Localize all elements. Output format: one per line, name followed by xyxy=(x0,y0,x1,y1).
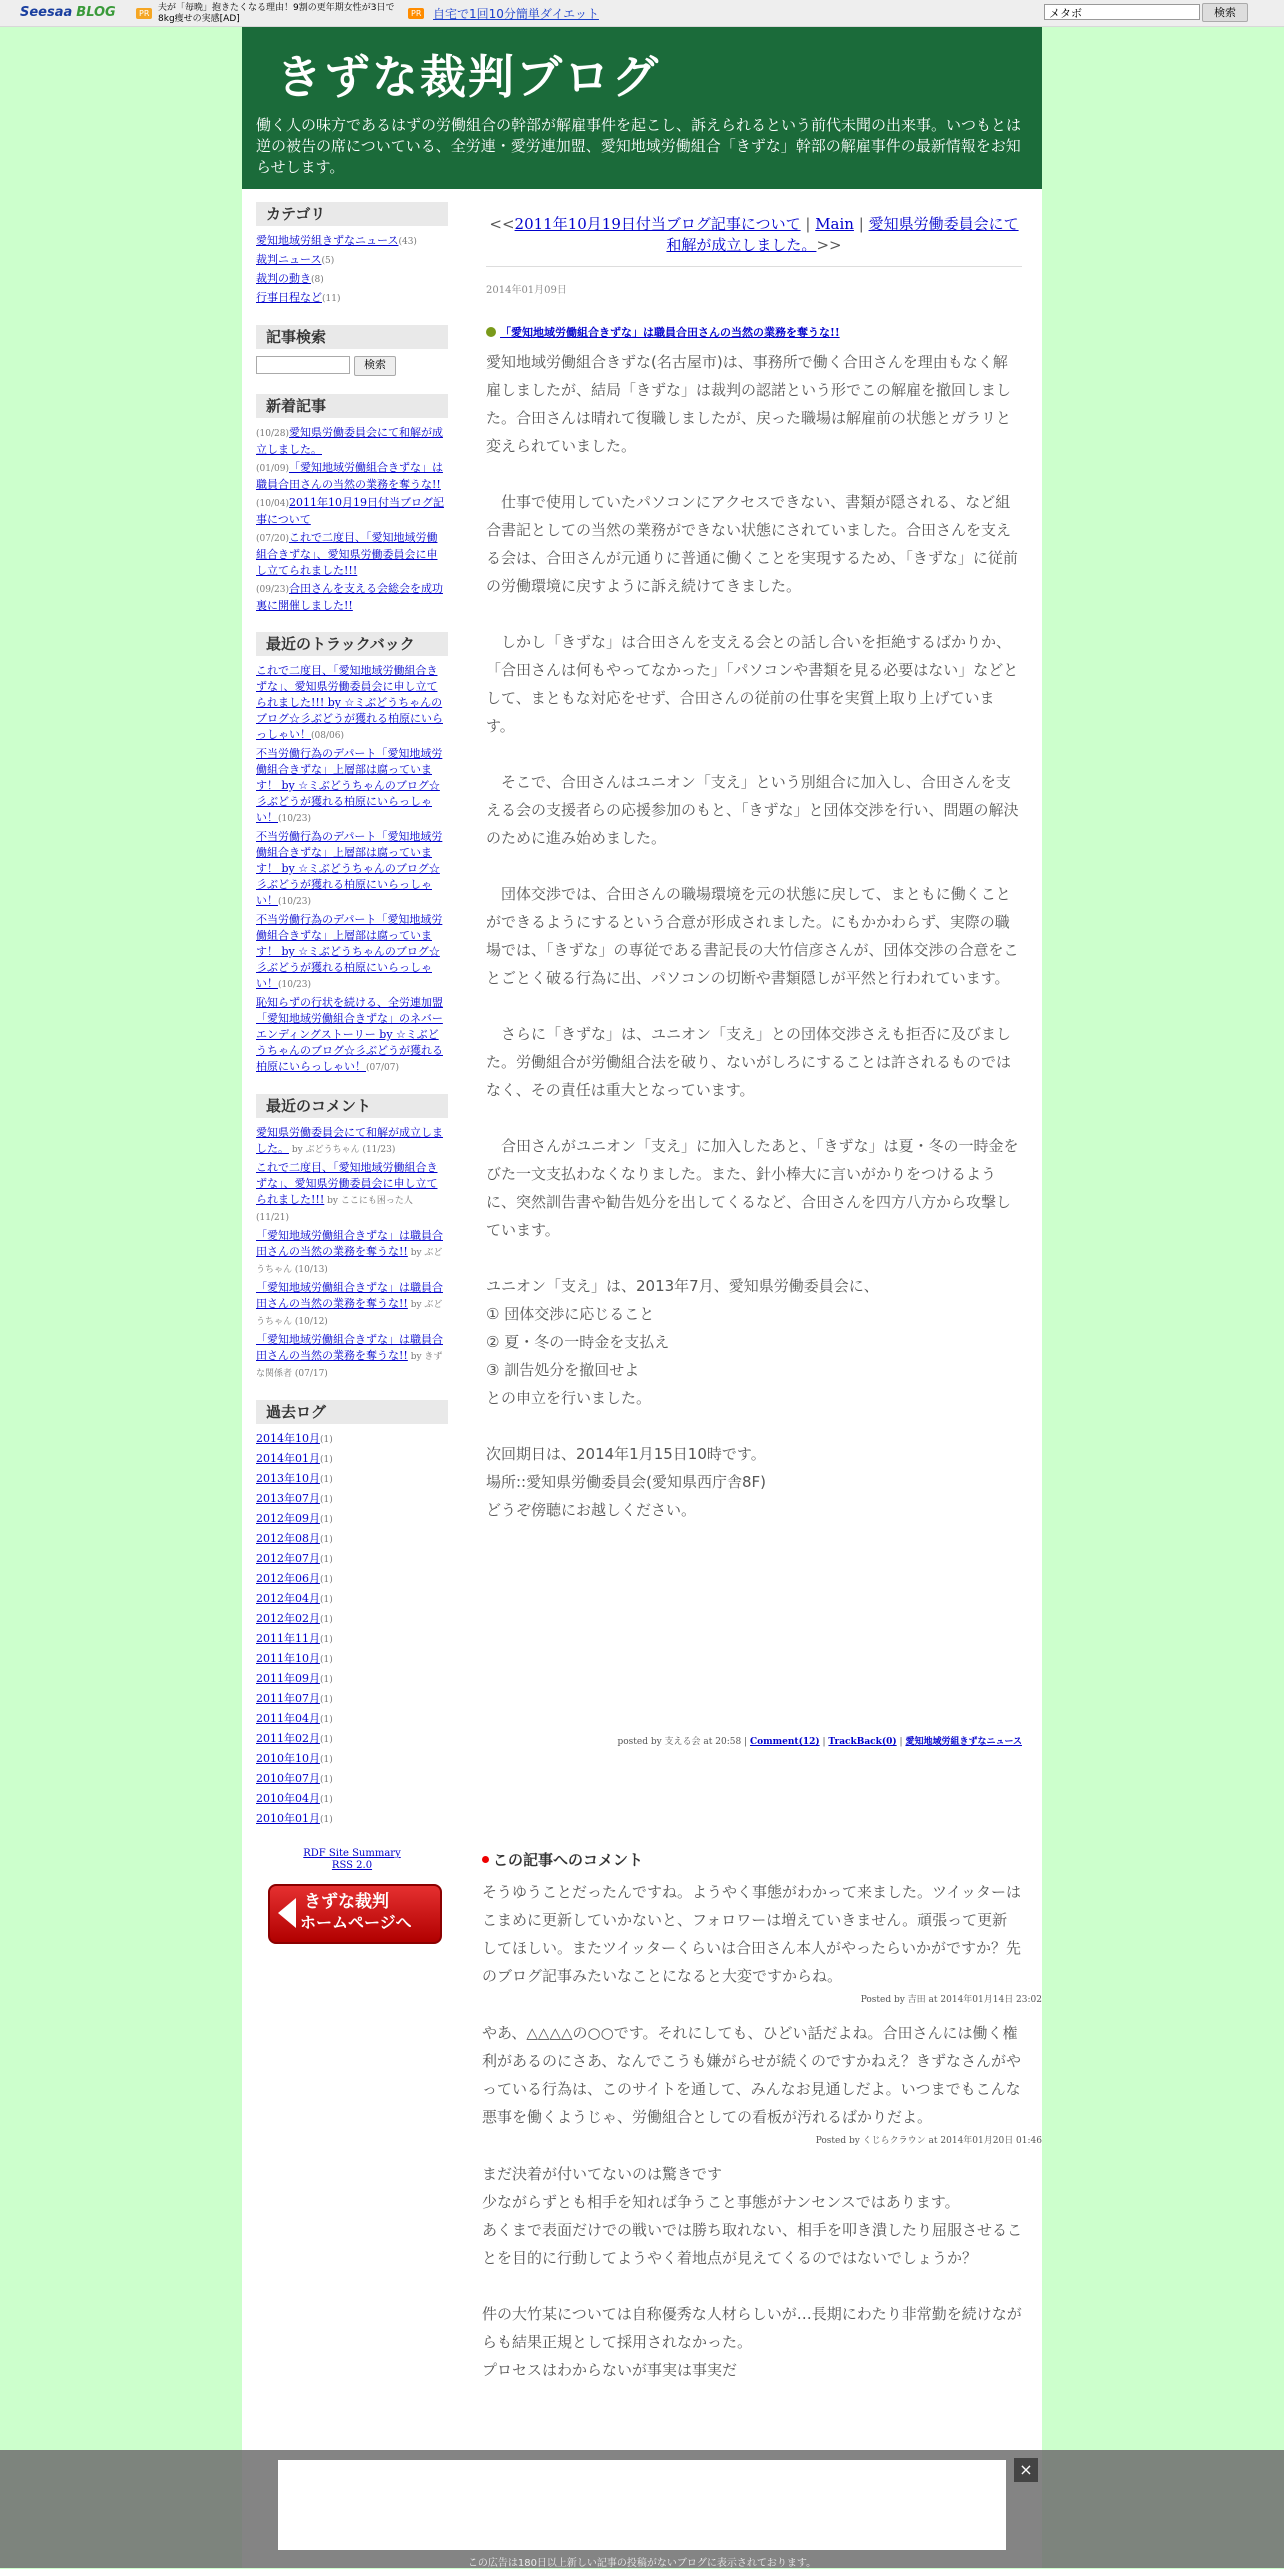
rdf-link[interactable]: RDF Site Summary xyxy=(303,1848,401,1859)
trackback-link[interactable]: TrackBack(0) xyxy=(828,1737,897,1747)
archive-item xyxy=(256,1551,448,1568)
main-content xyxy=(482,202,1042,2384)
recent-post-item xyxy=(256,460,448,493)
nav-next-link[interactable]: 愛知県労働委員会にて和解が成立しました。 xyxy=(666,215,1019,254)
archive-link[interactable]: 2012年08月 xyxy=(256,1532,320,1545)
trackbacks-section xyxy=(256,632,448,1076)
trackback-source-link[interactable]: by ☆ミぶどうちゃんのブログ☆彡ぶどうが獲れる柏原にいらっしゃい！ xyxy=(256,779,440,824)
entry-navigation: <<2011年10月19日付当ブログ記事について | Main | 愛知県労働委員会にて和解が成立しました。>> xyxy=(486,202,1022,267)
entry-paragraph: 愛知地域労働組合きずな(名古屋市)は、事務所で働く合田さんを理由もなく解雇しましたが、結局「きずな」は裁判の認諾という形でこの解雇を撤回しました。合田さんは晴れて復職しましたが、戻った職場は解雇前の状態とガラリと変えられていました。 xyxy=(486,353,1012,455)
trackback-source-link[interactable]: by ☆ミぶどうちゃんのブログ☆彡ぶどうが獲れる柏原にいらっしゃい！ xyxy=(256,945,440,990)
logo-seesaa-text: Seesaa xyxy=(20,5,73,20)
archive-item xyxy=(256,1651,448,1668)
recent-post-item xyxy=(256,530,448,579)
recent-post-item xyxy=(256,495,448,528)
sidebar-heading: カテゴリ xyxy=(256,202,448,227)
close-icon[interactable]: × xyxy=(1014,2458,1038,2482)
recent-comment-link[interactable]: 「愛知地域労働組合きずな」は職員合田さんの当然の業務を奪うな!! xyxy=(256,1281,443,1310)
comment-body: そうゆうことだったんですね。ようやく事態がわかって来ました。ツイッターはこまめに更新していかないと、フォロワーは増えていきません。頑張って更新してほしい。またツイッターくらいは合田さん本人がやったらいかがですか？先のブログ記事みたいなことになると大変ですからね。 xyxy=(482,1883,1021,1985)
recent-posts-section xyxy=(256,394,448,614)
archive-item xyxy=(256,1531,448,1548)
archive-item xyxy=(256,1491,448,1508)
ad-link-1[interactable]: 夫が「毎晩」抱きたくなる理由！9割の更年期女性が3日で8kg痩せの実感[AD] xyxy=(158,3,395,24)
archives-section xyxy=(256,1400,448,1828)
recent-comment-item xyxy=(256,1228,448,1278)
archive-link[interactable]: 2013年07月 xyxy=(256,1492,320,1505)
archive-count: (1) xyxy=(320,1675,333,1685)
bullet-icon xyxy=(482,1856,489,1863)
overlay-ad-box[interactable] xyxy=(278,2460,1006,2550)
nav-next-suffix: >> xyxy=(816,236,842,254)
union-outro: との申立を行いました。 xyxy=(486,1389,652,1407)
archive-item xyxy=(256,1591,448,1608)
union-demand-item: ③ 訓告処分を撤回せよ xyxy=(486,1361,640,1379)
trackback-item xyxy=(256,995,448,1076)
archive-link[interactable]: 2011年04月 xyxy=(256,1712,320,1725)
archive-link[interactable]: 2010年04月 xyxy=(256,1792,320,1805)
category-item xyxy=(256,271,448,288)
archive-count: (1) xyxy=(320,1435,333,1445)
archive-count: (1) xyxy=(320,1695,333,1705)
archive-item xyxy=(256,1511,448,1528)
entry-paragraph: 合田さんがユニオン「支え」に加入したあと、「きずな」は夏・冬の一時金をびた一文支払わなくなりました。また、針小棒大に言いがかりをつけるように、突然訓告書や勧告処分を出してくるなど、合田さんを四方八方から攻撃しています。 xyxy=(486,1137,1019,1239)
recent-post-item xyxy=(256,425,448,458)
archive-link[interactable]: 2010年01月 xyxy=(256,1812,320,1825)
archive-link[interactable]: 2011年09月 xyxy=(256,1672,320,1685)
category-item xyxy=(256,290,448,307)
next-hearing: 次回期日は、2014年1月15日10時です。 xyxy=(486,1445,766,1463)
trackback-item xyxy=(256,746,448,827)
archive-item xyxy=(256,1451,448,1468)
recent-post-item xyxy=(256,581,448,614)
nav-prev-prefix: << xyxy=(489,215,515,233)
trackback-date: (10/23) xyxy=(278,814,311,824)
archive-item xyxy=(256,1471,448,1488)
arrow-left-icon xyxy=(278,1898,296,1928)
union-demand-item: ② 夏・冬の一時金を支払え xyxy=(486,1333,670,1351)
comment-meta: Posted by くじらクラウン at 2014年01月20日 01:46 xyxy=(815,2136,1042,2146)
archive-count: (1) xyxy=(320,1495,333,1505)
recent-comment-link[interactable]: 「愛知地域労働組合きずな」は職員合田さんの当然の業務を奪うな!! xyxy=(256,1333,443,1362)
top-search-button[interactable]: 検索 xyxy=(1202,3,1248,22)
overlay-ad xyxy=(0,2450,1284,2568)
archive-count: (1) xyxy=(320,1555,333,1565)
trackback-post-link[interactable]: 不当労働行為のデパート「愛知地域労働組合きずな」上層部は腐っています！ xyxy=(256,913,443,958)
categories-section xyxy=(256,202,448,307)
sidebar-heading: 最近のトラックバック xyxy=(256,632,448,657)
category-link[interactable]: 裁判の動き xyxy=(256,272,311,285)
archive-item xyxy=(256,1751,448,1768)
category-link[interactable]: 行事日程など xyxy=(256,291,322,304)
archive-link[interactable]: 2012年02月 xyxy=(256,1612,320,1625)
archive-link[interactable]: 2012年07月 xyxy=(256,1552,320,1565)
archive-count: (1) xyxy=(320,1655,333,1665)
entry-paragraph: そこで、合田さんはユニオン「支え」という別組合に加入し、合田さんを支える会の支援者らの応援参加のもと、「きずな」と団体交渉を行い、問題の解決のために進み始めました。 xyxy=(486,773,1019,847)
archive-link[interactable]: 2012年09月 xyxy=(256,1512,320,1525)
category-link[interactable]: 愛知地域労組きずなニュース xyxy=(256,234,399,247)
recent-post-link[interactable]: 「愛知地域労働組合きずな」は職員合田さんの当然の業務を奪うな!! xyxy=(256,461,443,491)
comment-body: まだ決着が付いてないのは驚きです 少ながらずとも相手を知れば争うこと事態がナンセンスではあります。 あくまで表面だけでの戦いでは勝ち取れない、相手を叩き潰したり屈服させることを目的に行動してようやく着地点が見えてくるのではないでしょうか？ 件の大竹某については自称優秀な人材らしいが…長期にわたり非常勤を続けながらも結果正規として採用されなかった。 プロセスはわからないが事実は事実だ xyxy=(482,2165,1023,2379)
recent-comment-link[interactable]: これで二度目、「愛知地域労働組合きずな」、愛知県労働委員会に申し立てられました!!! xyxy=(256,1161,438,1206)
trackback-post-link[interactable]: 不当労働行為のデパート「愛知地域労働組合きずな」上層部は腐っています！ xyxy=(256,830,443,875)
recent-post-date: (10/04) xyxy=(256,499,289,509)
archive-count: (1) xyxy=(320,1595,333,1605)
archive-item xyxy=(256,1671,448,1688)
blog-description: 働く人の味方であるはずの労働組合の幹部が解雇事件を起こし、訴えられるという前代未聞の出来事。いつもとは逆の被告の席についている、全労連・愛労連加盟、愛知地域労働組合「きずな」幹部の解雇事件の最新情報をお知らせします。 xyxy=(256,116,1022,176)
archive-count: (1) xyxy=(320,1535,333,1545)
category-link[interactable]: 愛知地域労組きずなニュース xyxy=(905,1737,1022,1747)
trackback-date: (10/23) xyxy=(278,980,311,990)
posted-prefix: posted by 支える会 at 20:58 | xyxy=(617,1737,750,1747)
archive-count: (1) xyxy=(320,1715,333,1725)
trackback-post-link[interactable]: これで二度目、「愛知地域労働組合きずな」、愛知県労働委員会に申し立てられました!!! xyxy=(256,664,438,709)
recent-comment-by: by ここにも困った人 (11/21) xyxy=(256,1196,413,1223)
homepage-banner[interactable] xyxy=(268,1884,442,1944)
recent-post-link[interactable]: 合田さんを支える会総会を成功裏に開催しました!! xyxy=(256,582,443,612)
entry-paragraph: しかし「きずな」は合田さんを支える会との話し合いを拒絶するばかりか、「合田さんは何もやってなかった」「パソコンや書類を見る必要はない」などとして、まともな対応をせず、合田さんの従前の仕事を実質上取り上げています。 xyxy=(486,633,1019,735)
archive-item xyxy=(256,1431,448,1448)
comment-count-link[interactable]: Comment(12) xyxy=(749,1737,820,1747)
category-count: (5) xyxy=(321,256,335,266)
recent-comment-by: by ぶどうちゃん (11/23) xyxy=(289,1145,396,1155)
archive-link[interactable]: 2011年02月 xyxy=(256,1732,320,1745)
category-link[interactable]: 裁判ニュース xyxy=(256,253,322,266)
top-search-input[interactable]: メタボ xyxy=(1044,4,1200,20)
archive-count: (1) xyxy=(320,1815,333,1825)
recent-comment-item xyxy=(256,1160,448,1226)
nav-prev-link[interactable]: 2011年10月19日付当ブログ記事について xyxy=(514,215,801,233)
ad-tag: PR xyxy=(408,8,424,19)
blog-title[interactable]: きずな裁判ブログ xyxy=(276,50,660,104)
sidebar-heading: 新着記事 xyxy=(256,394,448,419)
entry-date: 2014年01月09日 xyxy=(486,285,567,296)
entry-body xyxy=(486,348,1022,1524)
sidebar-heading: 最近のコメント xyxy=(256,1094,448,1119)
archive-count: (1) xyxy=(320,1455,333,1465)
recent-post-link[interactable]: 愛知県労働委員会にて和解が成立しました。 xyxy=(256,426,443,456)
archive-link[interactable]: 2012年06月 xyxy=(256,1572,320,1585)
archive-link[interactable]: 2010年07月 xyxy=(256,1772,320,1785)
nav-main-link[interactable]: Main xyxy=(815,215,854,233)
union-intro: ユニオン「支え」は、2013年7月、愛知県労働委員会に、 xyxy=(486,1277,879,1295)
entry-paragraph: さらに「きずな」は、ユニオン「支え」との団体交渉さえも拒否に及びました。労働組合が労働組合法を破り、ないがしろにすることは許されるものではなく、その責任は重大となっています。 xyxy=(486,1025,1012,1099)
archive-link[interactable]: 2013年10月 xyxy=(256,1472,320,1485)
trackback-source-link[interactable]: by ☆ミぶどうちゃんのブログ☆彡ぶどうが獲れる柏原にいらっしゃい！ xyxy=(256,696,443,741)
comments-heading xyxy=(482,1849,1022,1870)
posted-by: posted by 支える会 at 20:58 | Comment(12) | TrackBack(0) | 愛知地域労組きずなニュース xyxy=(617,1737,1022,1747)
archive-count: (1) xyxy=(320,1795,333,1805)
recent-comment-link[interactable]: 愛知県労働委員会にて和解が成立しました。 xyxy=(256,1126,443,1155)
recent-post-date: (10/28) xyxy=(256,429,289,439)
trackback-post-link[interactable]: 不当労働行為のデパート「愛知地域労働組合きずな」上層部は腐っています！ xyxy=(256,747,443,792)
recent-comment-link[interactable]: 「愛知地域労働組合きずな」は職員合田さんの当然の業務を奪うな!! xyxy=(256,1229,443,1258)
recent-comment-item xyxy=(256,1332,448,1382)
entry-paragraph: 仕事で使用していたパソコンにアクセスできない、書類が隠される、など組合書記としての当然の業務ができない状態にされていました。合田さんを支える会は、合田さんが元通りに普通に働くことを実現するため、「きずな」に従前の労働環境に戻すように訴え続けてきました。 xyxy=(486,493,1018,595)
recent-comment-by: by ぶどうちゃん (10/12) xyxy=(256,1300,443,1327)
invite: どうぞ傍聴にお越しください。 xyxy=(486,1501,697,1519)
recent-comments-section xyxy=(256,1094,448,1382)
archive-item xyxy=(256,1811,448,1828)
trackback-date: (07/07) xyxy=(366,1063,399,1073)
sidebar-heading: 過去ログ xyxy=(256,1400,448,1425)
archive-count: (1) xyxy=(320,1635,333,1645)
sidebar-search-button[interactable]: 検索 xyxy=(354,356,396,376)
trackback-source-link[interactable]: by ☆ミぶどうちゃんのブログ☆彡ぶどうが獲れる柏原にいらっしゃい！ xyxy=(256,1028,443,1073)
comment-body: やあ、△△△△の○○です。それにしても、ひどい話だよね。合田さんには働く権利があるのにさあ、なんでこうも嫌がらせが続くのですかねえ？きずなさんがやっている行為は、このサイトを通して、みんなお見通しだよ。いつまでもこんな悪事を働くようじゃ、労働組合としての看板が汚れるばかりだよ。 xyxy=(482,2024,1021,2126)
top-bar xyxy=(0,0,1284,27)
recent-post-link[interactable]: 2011年10月19日付当ブログ記事について xyxy=(256,496,444,526)
bullet-icon xyxy=(486,327,496,337)
trackback-item xyxy=(256,663,448,744)
sidebar-search-input[interactable] xyxy=(256,356,350,374)
recent-comment-by: by きずな関係者 (07/17) xyxy=(256,1352,443,1379)
archive-link[interactable]: 2011年11月 xyxy=(256,1632,320,1645)
archive-link[interactable]: 2012年04月 xyxy=(256,1592,320,1605)
comment-meta: Posted by 吉田 at 2014年01月14日 23:02 xyxy=(860,1995,1042,2005)
recent-post-date: (07/20) xyxy=(256,534,289,544)
comments-heading-text: この記事へのコメント xyxy=(493,1851,644,1869)
archive-link[interactable]: 2010年10月 xyxy=(256,1752,320,1765)
archive-item xyxy=(256,1791,448,1808)
archive-count: (1) xyxy=(320,1575,333,1585)
trackback-date: (08/06) xyxy=(311,731,344,741)
recent-post-date: (09/23) xyxy=(256,585,289,595)
archive-link[interactable]: 2014年01月 xyxy=(256,1452,320,1465)
logo-blog-text: BLOG xyxy=(76,5,116,20)
recent-comment-by: by ぶどうちゃん (10/13) xyxy=(256,1248,443,1275)
search-section xyxy=(256,325,448,376)
sidebar xyxy=(256,202,448,1944)
archive-link[interactable]: 2011年10月 xyxy=(256,1652,320,1665)
archive-item xyxy=(256,1731,448,1748)
page-container xyxy=(242,27,1042,2568)
archive-count: (1) xyxy=(320,1735,333,1745)
category-count: (43) xyxy=(398,237,417,247)
category-item xyxy=(256,233,448,250)
archive-item xyxy=(256,1611,448,1628)
trackback-post-link[interactable]: 恥知らずの行状を続ける、全労連加盟「愛知地域労働組合きずな」のネバーエンディングストーリー xyxy=(256,996,443,1041)
union-demand-item: ① 団体交渉に応じること xyxy=(486,1305,655,1323)
recent-post-date: (01/09) xyxy=(256,464,289,474)
ad-tag: PR xyxy=(136,8,152,19)
banner-line-1: きずな裁判 xyxy=(304,1892,389,1912)
banner-line-2: ホームページへ xyxy=(300,1913,412,1932)
archive-link[interactable]: 2014年10月 xyxy=(256,1432,320,1445)
sidebar-heading: 記事検索 xyxy=(256,325,448,350)
entry-title-link[interactable]: 「愛知地域労働組合きずな」は職員合田さんの当然の業務を奪うな!! xyxy=(500,326,840,339)
archive-link[interactable]: 2011年07月 xyxy=(256,1692,320,1705)
venue: 場所::愛知県労働委員会(愛知県西庁舎8F) xyxy=(486,1473,766,1491)
overlay-note: この広告は180日以上新しい記事の投稿がないブログに表示されております。 xyxy=(467,2558,817,2569)
archive-count: (1) xyxy=(320,1515,333,1525)
category-count: (11) xyxy=(322,294,341,304)
archive-count: (1) xyxy=(320,1475,333,1485)
archive-item xyxy=(256,1711,448,1728)
archive-count: (1) xyxy=(320,1775,333,1785)
archive-item xyxy=(256,1771,448,1788)
category-item xyxy=(256,252,448,269)
recent-comment-item xyxy=(256,1280,448,1330)
trackback-source-link[interactable]: by ☆ミぶどうちゃんのブログ☆彡ぶどうが獲れる柏原にいらっしゃい！ xyxy=(256,862,440,907)
recent-comment-item xyxy=(256,1125,448,1158)
trackback-item xyxy=(256,912,448,993)
archive-count: (1) xyxy=(320,1755,333,1765)
trackback-date: (10/23) xyxy=(278,897,311,907)
seesaa-logo[interactable] xyxy=(20,5,116,20)
rss-link[interactable]: RSS 2.0 xyxy=(331,1860,373,1871)
ad-link-2[interactable]: 自宅で1回10分簡単ダイエット xyxy=(433,7,599,21)
archive-item xyxy=(256,1631,448,1648)
archive-item xyxy=(256,1691,448,1708)
archive-count: (1) xyxy=(320,1615,333,1625)
recent-post-link[interactable]: これで二度目、「愛知地域労働組合きずな」、愛知県労働委員会に申し立てられました!!! xyxy=(256,531,438,577)
entry-paragraph: 団体交渉では、合田さんの職場環境を元の状態に戻して、まともに働くことができるようにするという合意が形成されました。にもかかわらず、実際の職場では、「きずな」の専従である書記長の大竹信彦さんが、団体交渉の合意をことごとく破る行為に出、パソコンの切断や書類隠しが平然と行われています。 xyxy=(486,885,1019,987)
category-count: (8) xyxy=(311,275,324,285)
blog-header xyxy=(242,27,1042,189)
archive-item xyxy=(256,1571,448,1588)
trackback-item xyxy=(256,829,448,910)
